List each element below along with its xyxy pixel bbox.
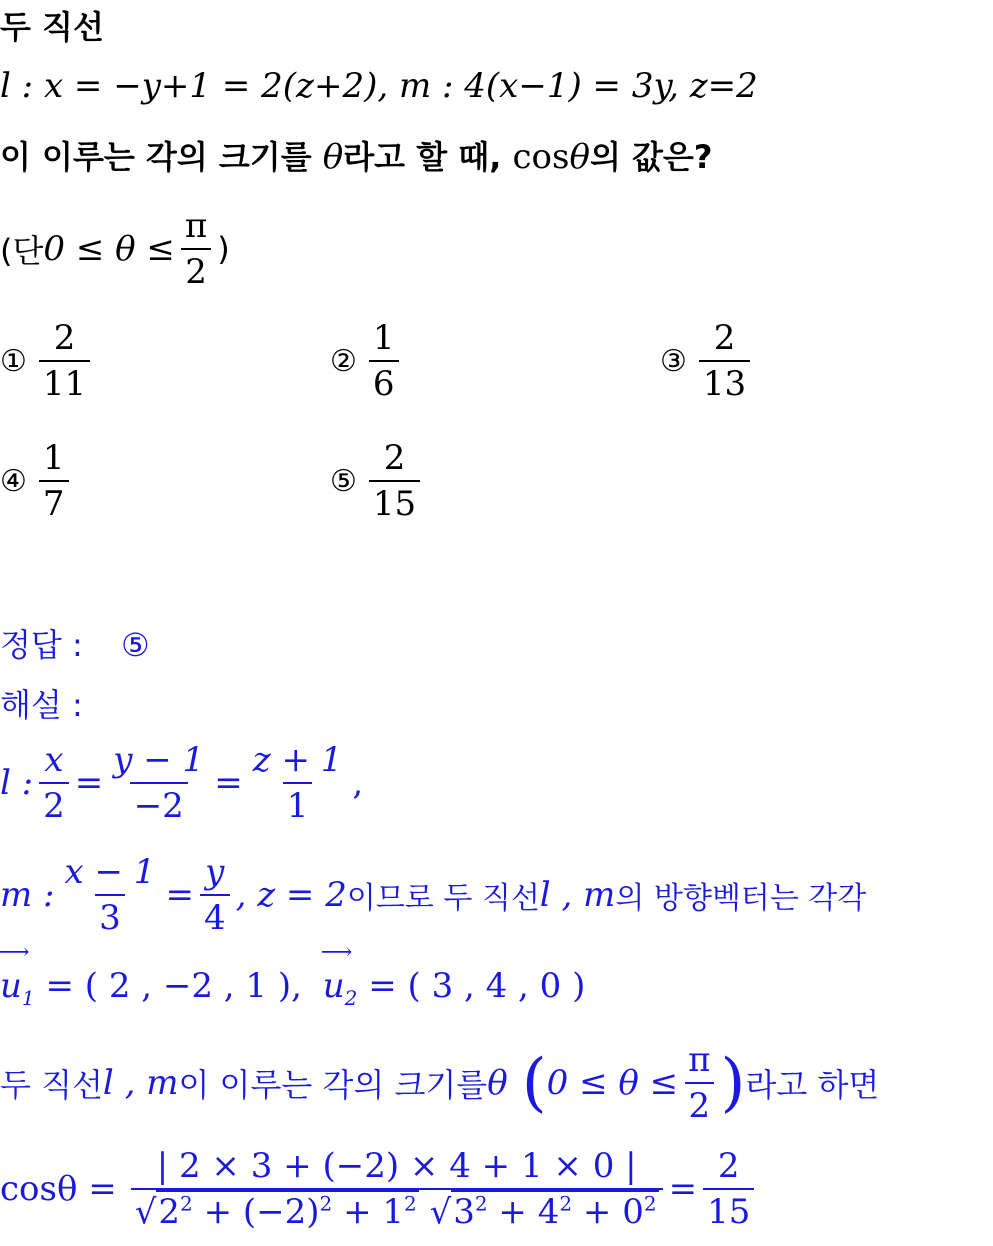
eq-sign: = <box>668 1169 698 1210</box>
theta-symbol-2: θ <box>569 137 590 177</box>
cos-numerator: | 2 × 3 + (−2) × 4 + 1 × 0 | <box>156 1146 637 1186</box>
sq3: 2 <box>404 1192 417 1216</box>
lm-symbols: l , m <box>539 875 616 915</box>
den-d: 3 <box>453 1192 475 1233</box>
comma: , <box>352 763 364 803</box>
den-a: 2 <box>158 1192 181 1233</box>
solution-line-l <box>0 740 363 826</box>
direction-vectors <box>0 966 585 1010</box>
l-frac2-num: y − 1 <box>113 740 205 780</box>
l-frac3-den: 1 <box>283 782 313 826</box>
pi-over-two <box>181 206 211 292</box>
option-2[interactable] <box>330 318 405 404</box>
cos-symbol: cos <box>512 137 570 177</box>
angle-inequality: 0 ≤ θ ≤ <box>546 1063 679 1103</box>
question-condition <box>0 206 230 292</box>
answer-value: ⑤ <box>120 626 150 664</box>
angle-theta: θ <box>487 1063 508 1103</box>
vector-u2 <box>323 966 358 1010</box>
l-prefix: l : <box>0 763 34 803</box>
angle-text-b: 이 이루는 각의 크기를 <box>178 1066 488 1104</box>
den-b: + (−2) <box>192 1192 320 1233</box>
cos-denominator: $√2^2 + (-2)^2 + 1^2$ $√3^2 + 4^2 + 0^2$ <box>131 1188 663 1232</box>
m-text-a: 이므로 두 직선 <box>346 881 540 916</box>
result-num: 2 <box>717 1146 740 1187</box>
question-text-b: 라고 할 때, <box>343 138 513 176</box>
m-suffix: , z = 2 <box>235 875 347 915</box>
option-4[interactable] <box>0 438 75 524</box>
option-1[interactable] <box>0 318 96 404</box>
m-text-b: 의 방향벡터는 각각 <box>615 881 867 916</box>
option-mark: ④ <box>0 463 27 499</box>
cos-lhs: cosθ = <box>0 1169 117 1210</box>
option-num: 2 <box>713 318 736 358</box>
cos-formula <box>0 1146 760 1232</box>
l-frac2-den: −2 <box>130 782 188 826</box>
m-prefix: m : <box>0 875 55 915</box>
den-e: + 4 <box>487 1192 560 1233</box>
m-frac1-den: 3 <box>95 894 125 938</box>
option-num: 1 <box>42 438 65 478</box>
option-mark: ② <box>330 343 357 379</box>
option-den: 13 <box>699 360 750 404</box>
solution-line-m <box>0 852 866 938</box>
eq-sign: = <box>214 763 243 803</box>
den-f: + 0 <box>572 1192 644 1233</box>
u1-value: = ( 2 , −2 , 1 ), <box>34 966 302 1006</box>
explanation-label: 해설 : <box>0 686 83 724</box>
option-num: 1 <box>372 318 395 358</box>
theta-symbol: θ <box>322 137 344 177</box>
sq4: 2 <box>474 1192 488 1216</box>
question-text-c: 의 값은? <box>589 138 713 176</box>
sq2: 2 <box>319 1192 333 1216</box>
result-den: 15 <box>703 1188 754 1232</box>
eq-sign: = <box>165 875 194 915</box>
option-num: 2 <box>383 438 406 478</box>
sq6: 2 <box>643 1192 657 1216</box>
l-frac3-num: z + 1 <box>252 740 343 780</box>
angle-line <box>0 1040 879 1126</box>
m-frac1-num: x − 1 <box>64 852 156 892</box>
answer-line <box>0 620 150 666</box>
question-text-a: 이 이루는 각의 크기를 <box>0 138 323 176</box>
angle-lm: l , m <box>102 1063 179 1103</box>
l-frac1-num: x <box>44 740 64 780</box>
angle-two: 2 <box>685 1082 715 1126</box>
sq1: 2 <box>180 1192 193 1216</box>
u1-letter: u <box>0 966 22 1006</box>
cond-inequality: 0 ≤ θ ≤ <box>43 229 175 269</box>
pi-numerator: π <box>184 206 208 246</box>
angle-pi: π <box>688 1040 711 1080</box>
cond-open: (단 <box>0 232 44 270</box>
den-c: + 1 <box>332 1192 405 1233</box>
angle-text-c: 라고 하면 <box>745 1066 880 1104</box>
option-mark: ⑤ <box>330 463 357 499</box>
option-den: 6 <box>369 360 399 404</box>
question-sentence <box>0 132 712 178</box>
option-den: 11 <box>39 360 90 404</box>
option-3[interactable] <box>660 318 756 404</box>
option-num: 2 <box>53 318 76 358</box>
angle-text-a: 두 직선 <box>0 1066 103 1104</box>
equations-text: l : x = −y+1 = 2(z+2), m : 4(x−1) = 3y, z=2 <box>0 66 758 106</box>
question-header: 두 직선 <box>0 8 104 46</box>
option-den: 15 <box>369 480 420 524</box>
line-equations <box>0 66 758 106</box>
m-frac2-den: 4 <box>200 894 230 938</box>
sq5: 2 <box>559 1192 573 1216</box>
option-mark: ③ <box>660 343 687 379</box>
option-den: 7 <box>39 480 69 524</box>
u1-sub: 1 <box>21 985 35 1010</box>
option-5[interactable] <box>330 438 426 524</box>
paren-right: ) <box>720 1046 746 1120</box>
vector-u1 <box>0 966 35 1010</box>
m-frac2-num: y <box>205 852 225 892</box>
answer-label: 정답 : <box>0 626 83 664</box>
u2-value: = ( 3 , 4 , 0 ) <box>357 966 586 1006</box>
eq-sign: = <box>74 763 104 803</box>
cond-close: ) <box>217 230 230 268</box>
pi-denominator: 2 <box>181 248 211 292</box>
paren-left: ( <box>521 1046 547 1120</box>
l-frac1-den: 2 <box>39 782 69 826</box>
u2-letter: u <box>322 966 345 1006</box>
u2-sub: 2 <box>344 985 358 1010</box>
option-mark: ① <box>0 343 27 379</box>
